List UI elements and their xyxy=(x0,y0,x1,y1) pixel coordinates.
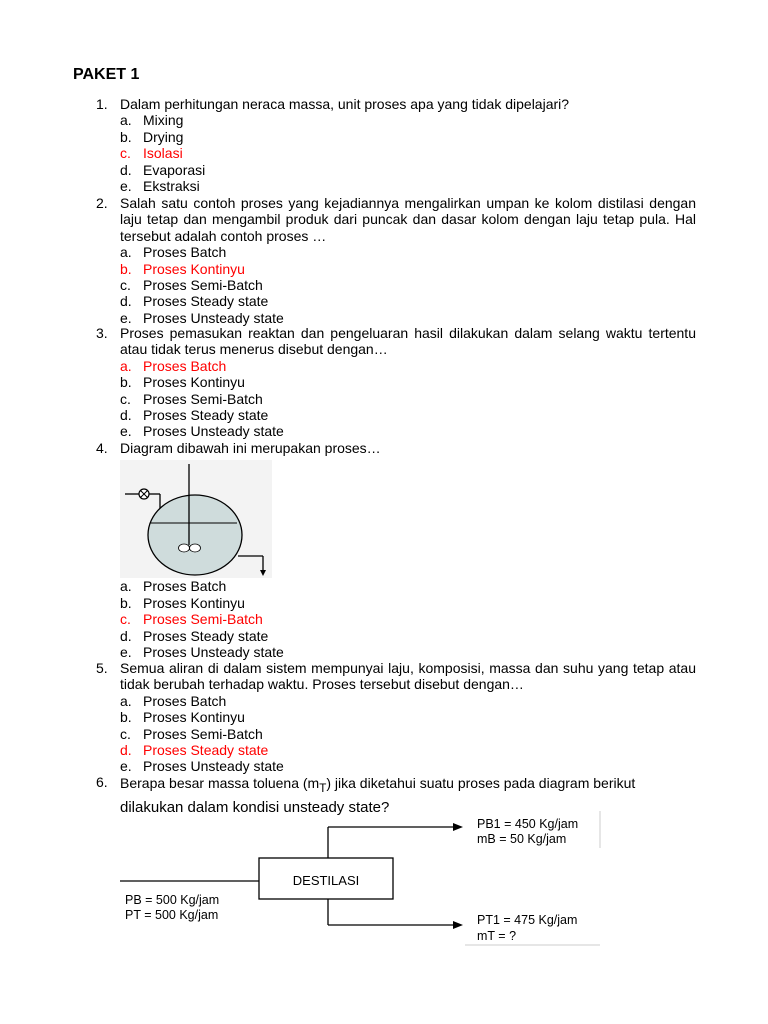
option-item xyxy=(120,423,696,439)
question-text: Salah satu contoh proses yang kejadiannya mengalirkan umpan ke kolom distilasi dengan laju tetap dan mengambil produk dari puncak dan dasar kolom dengan laju tetap pula. Hal tersebut adalah contoh proses … xyxy=(120,195,696,244)
option-letter: c. xyxy=(120,611,131,628)
options-list xyxy=(120,358,696,440)
option-letter: c. xyxy=(120,277,131,293)
question-number: 4. xyxy=(96,440,108,456)
options-list xyxy=(120,244,696,326)
page-title: PAKET 1 xyxy=(73,66,140,83)
option-text: Proses Kontinyu xyxy=(143,260,245,277)
option-text: Proses Unsteady state xyxy=(143,309,284,326)
option-text: Mixing xyxy=(143,112,184,129)
option-text: Proses Unsteady state xyxy=(143,423,284,440)
option-text: Proses Semi-Batch xyxy=(143,390,263,407)
option-text: Proses Steady state xyxy=(143,293,269,310)
question-number: 3. xyxy=(96,325,108,341)
option-item xyxy=(120,595,696,611)
option-item xyxy=(120,758,696,774)
option-text: Proses Batch xyxy=(143,578,227,595)
option-letter: b. xyxy=(120,709,132,726)
top-arrow-icon xyxy=(453,823,463,831)
option-letter: c. xyxy=(120,725,131,742)
question-text: Proses pemasukan reaktan dan pengeluaran hasil dilakukan dalam selang waktu tertentu atau tidak terus menerus disebut dengan… xyxy=(120,325,696,358)
option-item xyxy=(120,293,696,309)
option-item xyxy=(120,693,696,709)
option-item xyxy=(120,129,696,145)
distillation-label: DESTILASI xyxy=(292,873,360,888)
bottom-arrow-icon xyxy=(453,921,463,929)
impeller-blade xyxy=(179,544,190,552)
option-letter: b. xyxy=(120,260,132,277)
question-text-subscript: T xyxy=(319,781,327,795)
option-item-correct xyxy=(120,742,696,758)
option-letter: a. xyxy=(120,578,132,595)
question-text: Dalam perhitungan neraca massa, unit proses apa yang tidak dipelajari? xyxy=(120,96,570,112)
options-list xyxy=(120,578,696,660)
options-list xyxy=(120,112,696,194)
question-2 xyxy=(96,195,696,326)
option-item xyxy=(120,162,696,178)
top-label-1: PB1 = 450 Kg/jam xyxy=(477,817,579,831)
question-text: Diagram dibawah ini merupakan proses… xyxy=(120,440,381,456)
option-letter: d. xyxy=(120,627,132,644)
option-item xyxy=(120,407,696,423)
question-text-line2: dilakukan dalam kondisi unsteady state? xyxy=(120,798,390,816)
option-item xyxy=(120,178,696,194)
option-text: Proses Batch xyxy=(143,244,227,261)
option-item xyxy=(120,244,696,260)
impeller-blade xyxy=(190,544,201,552)
option-text: Proses Semi-Batch xyxy=(143,277,263,293)
option-text: Proses Kontinyu xyxy=(143,709,245,726)
option-letter: e. xyxy=(120,758,132,775)
option-text: Ekstraksi xyxy=(143,177,200,194)
option-item xyxy=(120,726,696,742)
option-letter: a. xyxy=(120,244,132,261)
option-item xyxy=(120,112,696,128)
top-label-2: mB = 50 Kg/jam xyxy=(477,832,567,846)
option-letter: d. xyxy=(120,741,132,758)
option-text: Proses Unsteady state xyxy=(143,643,284,660)
feed-label-2: PT = 500 Kg/jam xyxy=(125,908,219,922)
option-text: Proses Steady state xyxy=(143,406,269,423)
option-text: Isolasi xyxy=(143,145,183,162)
option-item xyxy=(120,391,696,407)
option-item xyxy=(120,709,696,725)
bottom-label-2: mT = ? xyxy=(477,929,517,943)
option-text: Proses Batch xyxy=(143,692,227,709)
option-item-correct xyxy=(120,261,696,277)
option-text: Evaporasi xyxy=(143,161,206,178)
question-number: 2. xyxy=(96,195,108,211)
option-letter: d. xyxy=(120,406,132,423)
option-text: Proses Semi-Batch xyxy=(143,725,263,742)
option-text: Proses Unsteady state xyxy=(143,758,284,775)
option-item xyxy=(120,628,696,644)
options-list xyxy=(120,693,696,775)
option-letter: d. xyxy=(120,161,132,178)
distillation-diagram xyxy=(120,808,610,948)
option-item-correct xyxy=(120,611,696,627)
question-3 xyxy=(96,325,696,440)
option-text: Proses Semi-Batch xyxy=(143,611,263,628)
question-text-part: ) jika diketahui suatu proses pada diagram berikut xyxy=(326,775,636,791)
question-5 xyxy=(96,660,696,775)
option-item xyxy=(120,310,696,326)
option-text: Proses Kontinyu xyxy=(143,374,245,391)
option-letter: e. xyxy=(120,643,132,660)
semi-batch-vessel-diagram xyxy=(120,460,272,578)
option-letter: b. xyxy=(120,594,132,611)
option-letter: a. xyxy=(120,357,132,374)
option-item xyxy=(120,374,696,390)
option-item-correct xyxy=(120,145,696,161)
option-letter: d. xyxy=(120,293,132,310)
question-number: 5. xyxy=(96,660,108,676)
option-letter: a. xyxy=(120,692,132,709)
option-letter: b. xyxy=(120,128,132,145)
question-text-part: Berapa besar massa toluena (m xyxy=(120,775,320,791)
option-text: Proses Batch xyxy=(143,357,227,374)
question-text: Semua aliran di dalam sistem mempunyai laju, komposisi, massa dan suhu yang tetap atau tidak berubah terhadap waktu. Proses tersebut disebut dengan… xyxy=(120,660,696,693)
option-text: Proses Steady state xyxy=(143,741,269,758)
feed-label-1: PB = 500 Kg/jam xyxy=(125,893,220,907)
bottom-label-1: PT1 = 475 Kg/jam xyxy=(477,913,578,927)
option-letter: c. xyxy=(120,145,131,162)
option-letter: e. xyxy=(120,309,132,326)
option-letter: c. xyxy=(120,390,131,407)
question-number: 6. xyxy=(96,774,108,790)
option-item xyxy=(120,578,696,594)
option-letter: e. xyxy=(120,177,132,194)
question-number: 1. xyxy=(96,96,108,112)
option-text: Drying xyxy=(143,128,184,145)
option-item xyxy=(120,277,696,293)
option-letter: a. xyxy=(120,112,132,129)
option-text: Proses Steady state xyxy=(143,627,269,644)
option-letter: e. xyxy=(120,423,132,440)
question-1 xyxy=(96,96,696,194)
option-item-correct xyxy=(120,358,696,374)
option-item xyxy=(120,644,696,660)
vessel xyxy=(148,495,242,575)
option-text: Proses Kontinyu xyxy=(143,594,245,611)
option-letter: b. xyxy=(120,374,132,391)
